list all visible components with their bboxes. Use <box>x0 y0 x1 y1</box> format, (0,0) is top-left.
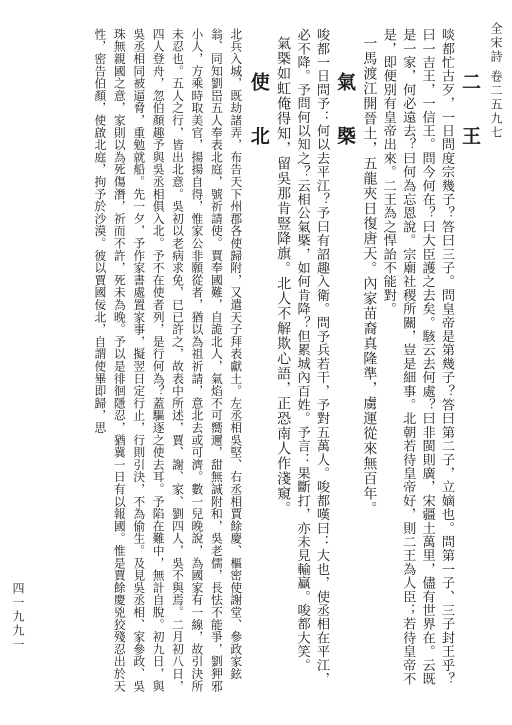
section-note-qigai: 唆都一日問予：何以去平江？予曰有詔趣入衛。問予兵若干，予對五萬人。唆都嘆曰：大也，使丞相在平江，必不降。予問何以知之？云相公氣槩，如何肯降？但累城內百姓。予言：果斷打，亦未見輸贏。唆都大笑。 <box>294 28 329 686</box>
section-title-erwang: 二 王 <box>459 72 481 159</box>
section-title-shibei: 使 北 <box>247 72 270 159</box>
section-note-shibei: 北兵入城，既劫諸弄，布告天下州郡各使歸附，又遣天子拜表獻土。左丞相吳堅、右丞相賈餘慶、樞密使謝堂、參政家鉉翁、同知劉岊五人奉表北庭，號祈請使。賈奉國難，自詭北人，氣焰不可嚮邇，甜無誠附和，吳老儒，長怯不能爭，劉狎邪小人，方乘時取美官，揚揚自得，惟家公非願從者，猶以為祖祈請，意北去或可濟。數一兒晚說，為國家有一線，故引決所未忍也。五人之行，皆出北意。吳初以老病求免，已已許之，故表中所述，賈、謝、家、劉四人，吳不與焉。二月初八日，四人登舟，忽伯顏趣予與吳丞相俱入北。予不在使者列，是行何為？蓋驅逐之使去耳。予陷在難中，無計自脫。初九日，與吳丞相同被逼脅，重勉就船。先一夕，予作家書處置家事，擬翌日定行止，行則引決，不為偷生。及見吳丞相、家參政、吳珠無親國之意，家則以為死傷潛，祈而不許，死未為晚。予以是徘徊隱忍，猶冀一日有以報國。惟是賈餘慶兇狡殘忍出於天性，密告伯顏，使啟北庭，拘予於沙漠。彼以賈國佞北，自謂使畢即歸，思 <box>92 28 243 693</box>
running-header-book: 全宋詩 卷二五九七 <box>489 22 503 140</box>
page-number: 四一九九一 <box>11 582 25 652</box>
section-poem-erwang: 一馬渡江開晉土，五龍夾日復唐天。內家苗裔真隆準，虜運從來無百年。 <box>361 36 378 516</box>
section-poem-qigai: 氣槩如虹俺得知，留吳那肯豎降旗。北人不解欺心語，正恐南人作淺窺。 <box>275 36 292 516</box>
section-title-qigai: 氣 槩 <box>333 72 356 159</box>
body-text <box>22 28 484 697</box>
section-note-erwang: 啖都忙古歹，一日問度宗幾子？答曰三子。問皇帝是第幾子？答曰第二子，立嫡也。問第一子、三子封王乎？曰一吉王，一信王。問今何在？曰大臣護之去矣。駭云去何處？曰非閩則廣，宋疆土萬里，儘有世界在。云既是一家，何必遠去？曰何為忘恩說。宗廟社稷所關，豈是細事。北朝若待皇帝好，則二王為人臣；若待皇帝不是，即便別有皇帝出來。二王為之悍詒不能對。 <box>380 28 454 686</box>
